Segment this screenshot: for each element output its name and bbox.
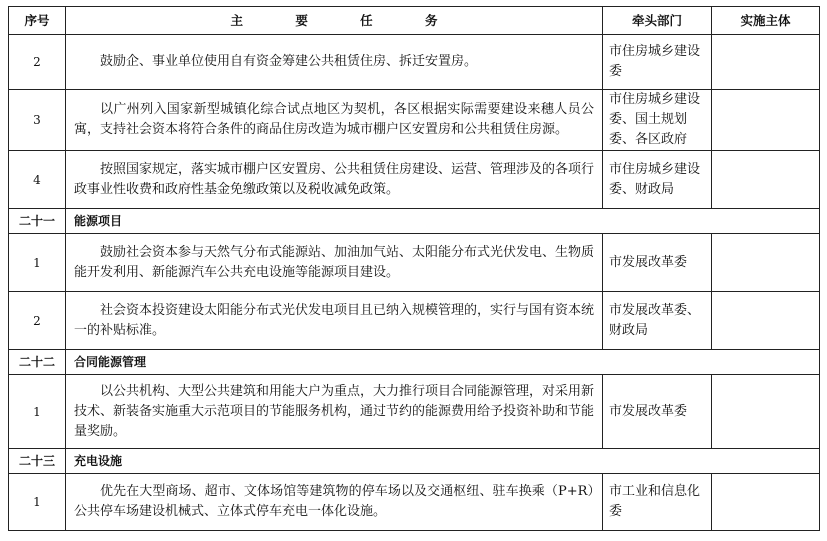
section-title: 合同能源管理 <box>66 350 820 375</box>
section-title: 能源项目 <box>66 209 820 234</box>
table-row <box>9 292 820 350</box>
header-task: 主 要 任 务 <box>66 7 603 35</box>
row-implementer <box>712 234 820 292</box>
header-row <box>9 7 820 35</box>
row-implementer <box>712 375 820 449</box>
table-row <box>9 375 820 449</box>
table-row <box>9 234 820 292</box>
table-row <box>9 151 820 209</box>
row-lead-dept: 市住房城乡建设委、财政局 <box>603 151 712 209</box>
section-no: 二十二 <box>9 350 66 375</box>
row-no: 4 <box>9 151 66 209</box>
section-header-row <box>9 209 820 234</box>
row-no: 2 <box>9 292 66 350</box>
row-task: 鼓励企、事业单位使用自有资金筹建公共租赁住房、拆迁安置房。 <box>66 35 603 90</box>
section-no: 二十三 <box>9 449 66 474</box>
row-no: 1 <box>9 375 66 449</box>
row-task: 社会资本投资建设太阳能分布式光伏发电项目且已纳入规模管理的，实行与国有资本统一的补贴标准。 <box>66 292 603 350</box>
section-header-row <box>9 350 820 375</box>
row-no: 3 <box>9 90 66 151</box>
row-lead-dept: 市发展改革委 <box>603 375 712 449</box>
table-row <box>9 90 820 151</box>
row-task: 按照国家规定，落实城市棚户区安置房、公共租赁住房建设、运营、管理涉及的各项行政事业性收费和政府性基金免缴政策以及税收减免政策。 <box>66 151 603 209</box>
row-implementer <box>712 35 820 90</box>
row-no: 1 <box>9 474 66 531</box>
row-no: 1 <box>9 234 66 292</box>
row-implementer <box>712 90 820 151</box>
header-implementer: 实施主体 <box>712 7 820 35</box>
row-implementer <box>712 151 820 209</box>
section-no: 二十一 <box>9 209 66 234</box>
header-lead-dept: 牵头部门 <box>603 7 712 35</box>
section-header-row <box>9 449 820 474</box>
row-lead-dept: 市发展改革委 <box>603 234 712 292</box>
row-implementer <box>712 292 820 350</box>
task-table <box>8 6 820 531</box>
header-no: 序号 <box>9 7 66 35</box>
row-lead-dept: 市住房城乡建设委 <box>603 35 712 90</box>
table-row <box>9 35 820 90</box>
row-lead-dept: 市工业和信息化委 <box>603 474 712 531</box>
row-no: 2 <box>9 35 66 90</box>
row-implementer <box>712 474 820 531</box>
row-task: 优先在大型商场、超市、文体场馆等建筑物的停车场以及交通枢纽、驻车换乘（P+R）公共停车场建设机械式、立体式停车充电一体化设施。 <box>66 474 603 531</box>
row-task: 以公共机构、大型公共建筑和用能大户为重点，大力推行项目合同能源管理，对采用新技术、新装备实施重大示范项目的节能服务机构，通过节约的能源费用给予投资补助和节能量奖励。 <box>66 375 603 449</box>
section-title: 充电设施 <box>66 449 820 474</box>
table-row <box>9 474 820 531</box>
row-task: 以广州列入国家新型城镇化综合试点地区为契机，各区根据实际需要建设来穗人员公寓，支持社会资本将符合条件的商品住房改造为城市棚户区安置房和公共租赁住房源。 <box>66 90 603 151</box>
row-task: 鼓励社会资本参与天然气分布式能源站、加油加气站、太阳能分布式光伏发电、生物质能开发利用、新能源汽车公共充电设施等能源项目建设。 <box>66 234 603 292</box>
row-lead-dept: 市住房城乡建设委、国土规划委、各区政府 <box>603 90 712 151</box>
row-lead-dept: 市发展改革委、财政局 <box>603 292 712 350</box>
